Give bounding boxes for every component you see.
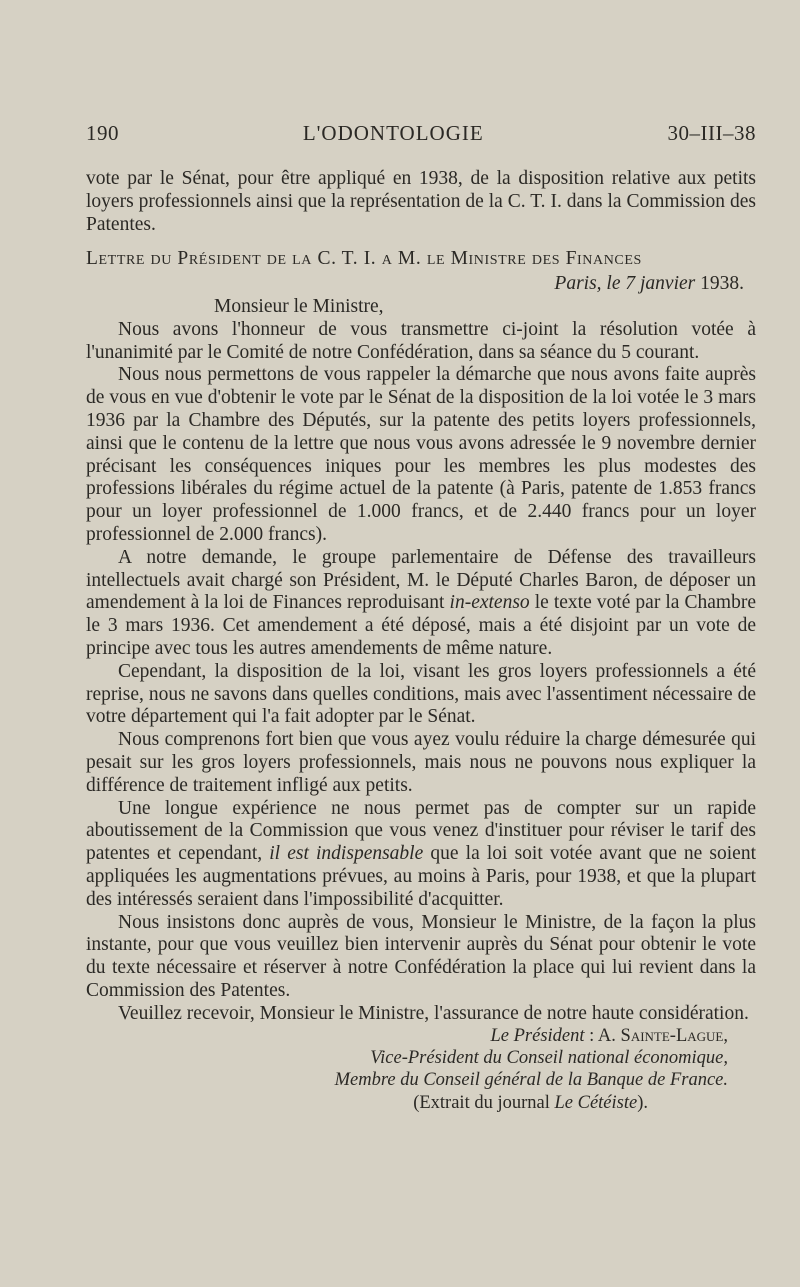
signature-line-3: Membre du Conseil général de la Banque de France. [334, 1070, 728, 1091]
paragraph-6-part-b: que la loi soit votée avant que ne soient appliquées les augmentations prévues, au moins à Paris, pour 1938, et que la plupart des intéressés seraient dans l'impossibilité d'acquitter. [86, 843, 756, 910]
signature-separator: : [584, 1026, 598, 1047]
page-number: 190 [86, 121, 119, 145]
paragraph-6 [86, 798, 756, 912]
salutation: Monsieur le Ministre, [214, 295, 384, 317]
signature-line-1 [86, 1025, 728, 1047]
paragraph-3-part-b: le texte voté par la Chambre le 3 mars 1936. Cet amendement a été déposé, mais a été disjoint par un vote de principe avec tous les autres amendements de même nature. [86, 592, 756, 659]
paragraph-3 [86, 547, 756, 661]
paragraph-6-part-a: Une longue expérience ne nous permet pas de compter sur un rapide aboutissement de la Commission que vous venez d'instituer pour réviser le tarif des patentes et cependant, [86, 797, 756, 865]
signature-role: Le Président [490, 1026, 585, 1047]
paragraph-4: Cependant, la disposition de la loi, visant les gros loyers professionnels a été reprise, nous ne savons dans quelles conditions, mais avec l'assentiment nécessaire de votre département qui l'a fait adopter par le Sénat. [86, 660, 756, 728]
paragraph-1: Nous avons l'honneur de vous transmettre ci-joint la résolution votée à l'unanimité par le Comité de notre Confédération, dans sa séance du 5 courant. [86, 318, 756, 363]
intro-paragraph: vote par le Sénat, pour être appliqué en 1938, de la disposition relative aux petits loyers professionnels ainsi que la représentation de la C. T. I. dans la Commission des Patentes. [86, 168, 756, 235]
letter-heading: Lettre du Président de la C. T. I. a M. le Ministre des Finances [86, 248, 642, 270]
signature-name: Sainte-Lague, [620, 1026, 728, 1047]
paragraph-2: Nous nous permettons de vous rappeler la démarche que nous avons faite auprès de vous en vue d'obtenir le vote par le Sénat de la disposition de la loi votée le 3 mars 1936 par la Chambre des Députés, sur la patente des petits loyers professionnels, ainsi que le contenu de la lettre que nous vous avons adressée le 9 novembre dernier précisant les conséquences iniques pour les membres les plus modestes des professions libérales du régime actuel de la patente (à Paris, patente de 1.853 francs pour un loyer professionnel de 1.000 francs, et de 2.440 francs pour un loyer professionnel de 2.000 francs). [86, 364, 756, 545]
source-prefix: (Extrait du journal [413, 1093, 555, 1114]
article-body [86, 168, 756, 1115]
paragraph-7: Nous insistons donc auprès de vous, Monsieur le Ministre, de la façon la plus instante, pour que vous veuillez bien intervenir auprès du Sénat pour obtenir le vote du texte nécessaire et réserver à notre Confédération la place qui lui revient dans la Commission des Patentes. [86, 911, 756, 1001]
signature-block [86, 1025, 756, 1091]
paragraph-8: Veuillez recevoir, Monsieur le Ministre, l'assurance de notre haute considération. [118, 1002, 749, 1024]
source-citation [86, 1091, 756, 1115]
signature-initial: A. [597, 1026, 621, 1047]
paragraph-6-emphasis: il est indispensable [269, 843, 424, 865]
source-journal: Le Cétéiste [554, 1093, 638, 1114]
place-date-year: 1938. [700, 273, 744, 295]
signature-line-2: Vice-Président du Conseil national économique, [370, 1048, 728, 1069]
paragraph-5: Nous comprenons fort bien que vous ayez voulu réduire la charge démesurée qui pesait sur les gros loyers professionnels, mais nous ne pouvons nous expliquer la différence de traitement infligé aux petits. [86, 729, 756, 796]
paragraph-3-emphasis: in-extenso [449, 592, 530, 614]
source-suffix: ). [637, 1093, 648, 1114]
page-header [86, 121, 756, 146]
running-title: L'ODONTOLOGIE [302, 121, 484, 145]
place-date [86, 273, 756, 296]
paragraph-3-part-a: A notre demande, le groupe parlementaire de Défense des travailleurs intellectuels avait chargé son Président, M. le Député Charles Baron, de déposer un amendement à la loi de Finances reproduisant [86, 546, 756, 614]
issue-date: 30–III–38 [667, 121, 756, 145]
place-date-text: Paris, le 7 janvier [554, 273, 696, 295]
